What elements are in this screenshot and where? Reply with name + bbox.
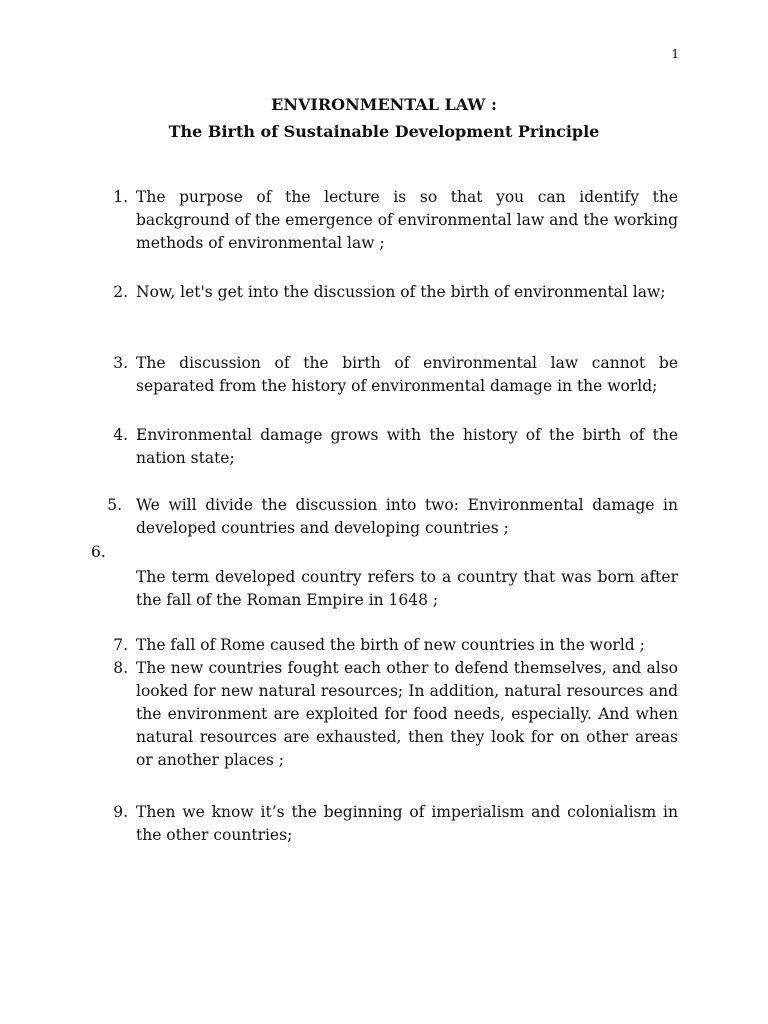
list-item-text: Now, let's get into the discussion of the birth of environmental law; — [136, 283, 666, 301]
list-item-text: The fall of Rome caused the birth of new countries in the world ; — [136, 636, 645, 654]
page-number: 1 — [671, 47, 679, 61]
list-item — [92, 566, 678, 612]
list-item-text: The discussion of the birth of environmental law cannot be separated from the history of environmental damage in the world; — [136, 354, 678, 395]
list-item-text: The purpose of the lecture is so that you can identify the background of the emergence of environmental law and the working methods of environmental law ; — [136, 188, 678, 252]
list-item-number: 5. — [107, 496, 122, 514]
list-item — [92, 634, 678, 657]
list-item-number: 4. — [113, 426, 128, 444]
list-item-text: The term developed country refers to a country that was born after the fall of the Roman Empire in 1648 ; — [136, 568, 678, 609]
list-item — [92, 281, 678, 304]
list-item-number: 8. — [113, 659, 128, 677]
list-item — [92, 352, 678, 398]
title-line-1: ENVIRONMENTAL LAW : — [271, 95, 497, 114]
list-item-text: Environmental damage grows with the history of the birth of the nation state; — [136, 426, 678, 467]
list-item-number: 7. — [113, 636, 128, 654]
list-item-number: 3. — [113, 354, 128, 372]
document-title — [0, 91, 768, 145]
list-item-number: 1. — [113, 188, 128, 206]
list-item — [92, 186, 678, 255]
list-item-text: The new countries fought each other to defend themselves, and also looked for new natural resources; In addition, natural resources and the environment are exploited for food needs, especially. And when natural resources are exhausted, then they look for on other areas or another places ; — [136, 659, 678, 769]
list-item — [92, 657, 678, 772]
list-item-text: Then we know it’s the beginning of imperialism and colonialism in the other countries; — [136, 803, 678, 844]
list-item — [92, 424, 678, 470]
list-item-number: 9. — [113, 803, 128, 821]
list-item — [92, 494, 678, 540]
list-item — [92, 801, 678, 847]
list-item-text: We will divide the discussion into two: Environmental damage in developed countries and developing countries ; — [136, 496, 678, 537]
list-item-number: 2. — [113, 283, 128, 301]
list-item-number-standalone: 6. — [91, 543, 106, 561]
title-line-2: The Birth of Sustainable Development Principle — [168, 122, 600, 141]
